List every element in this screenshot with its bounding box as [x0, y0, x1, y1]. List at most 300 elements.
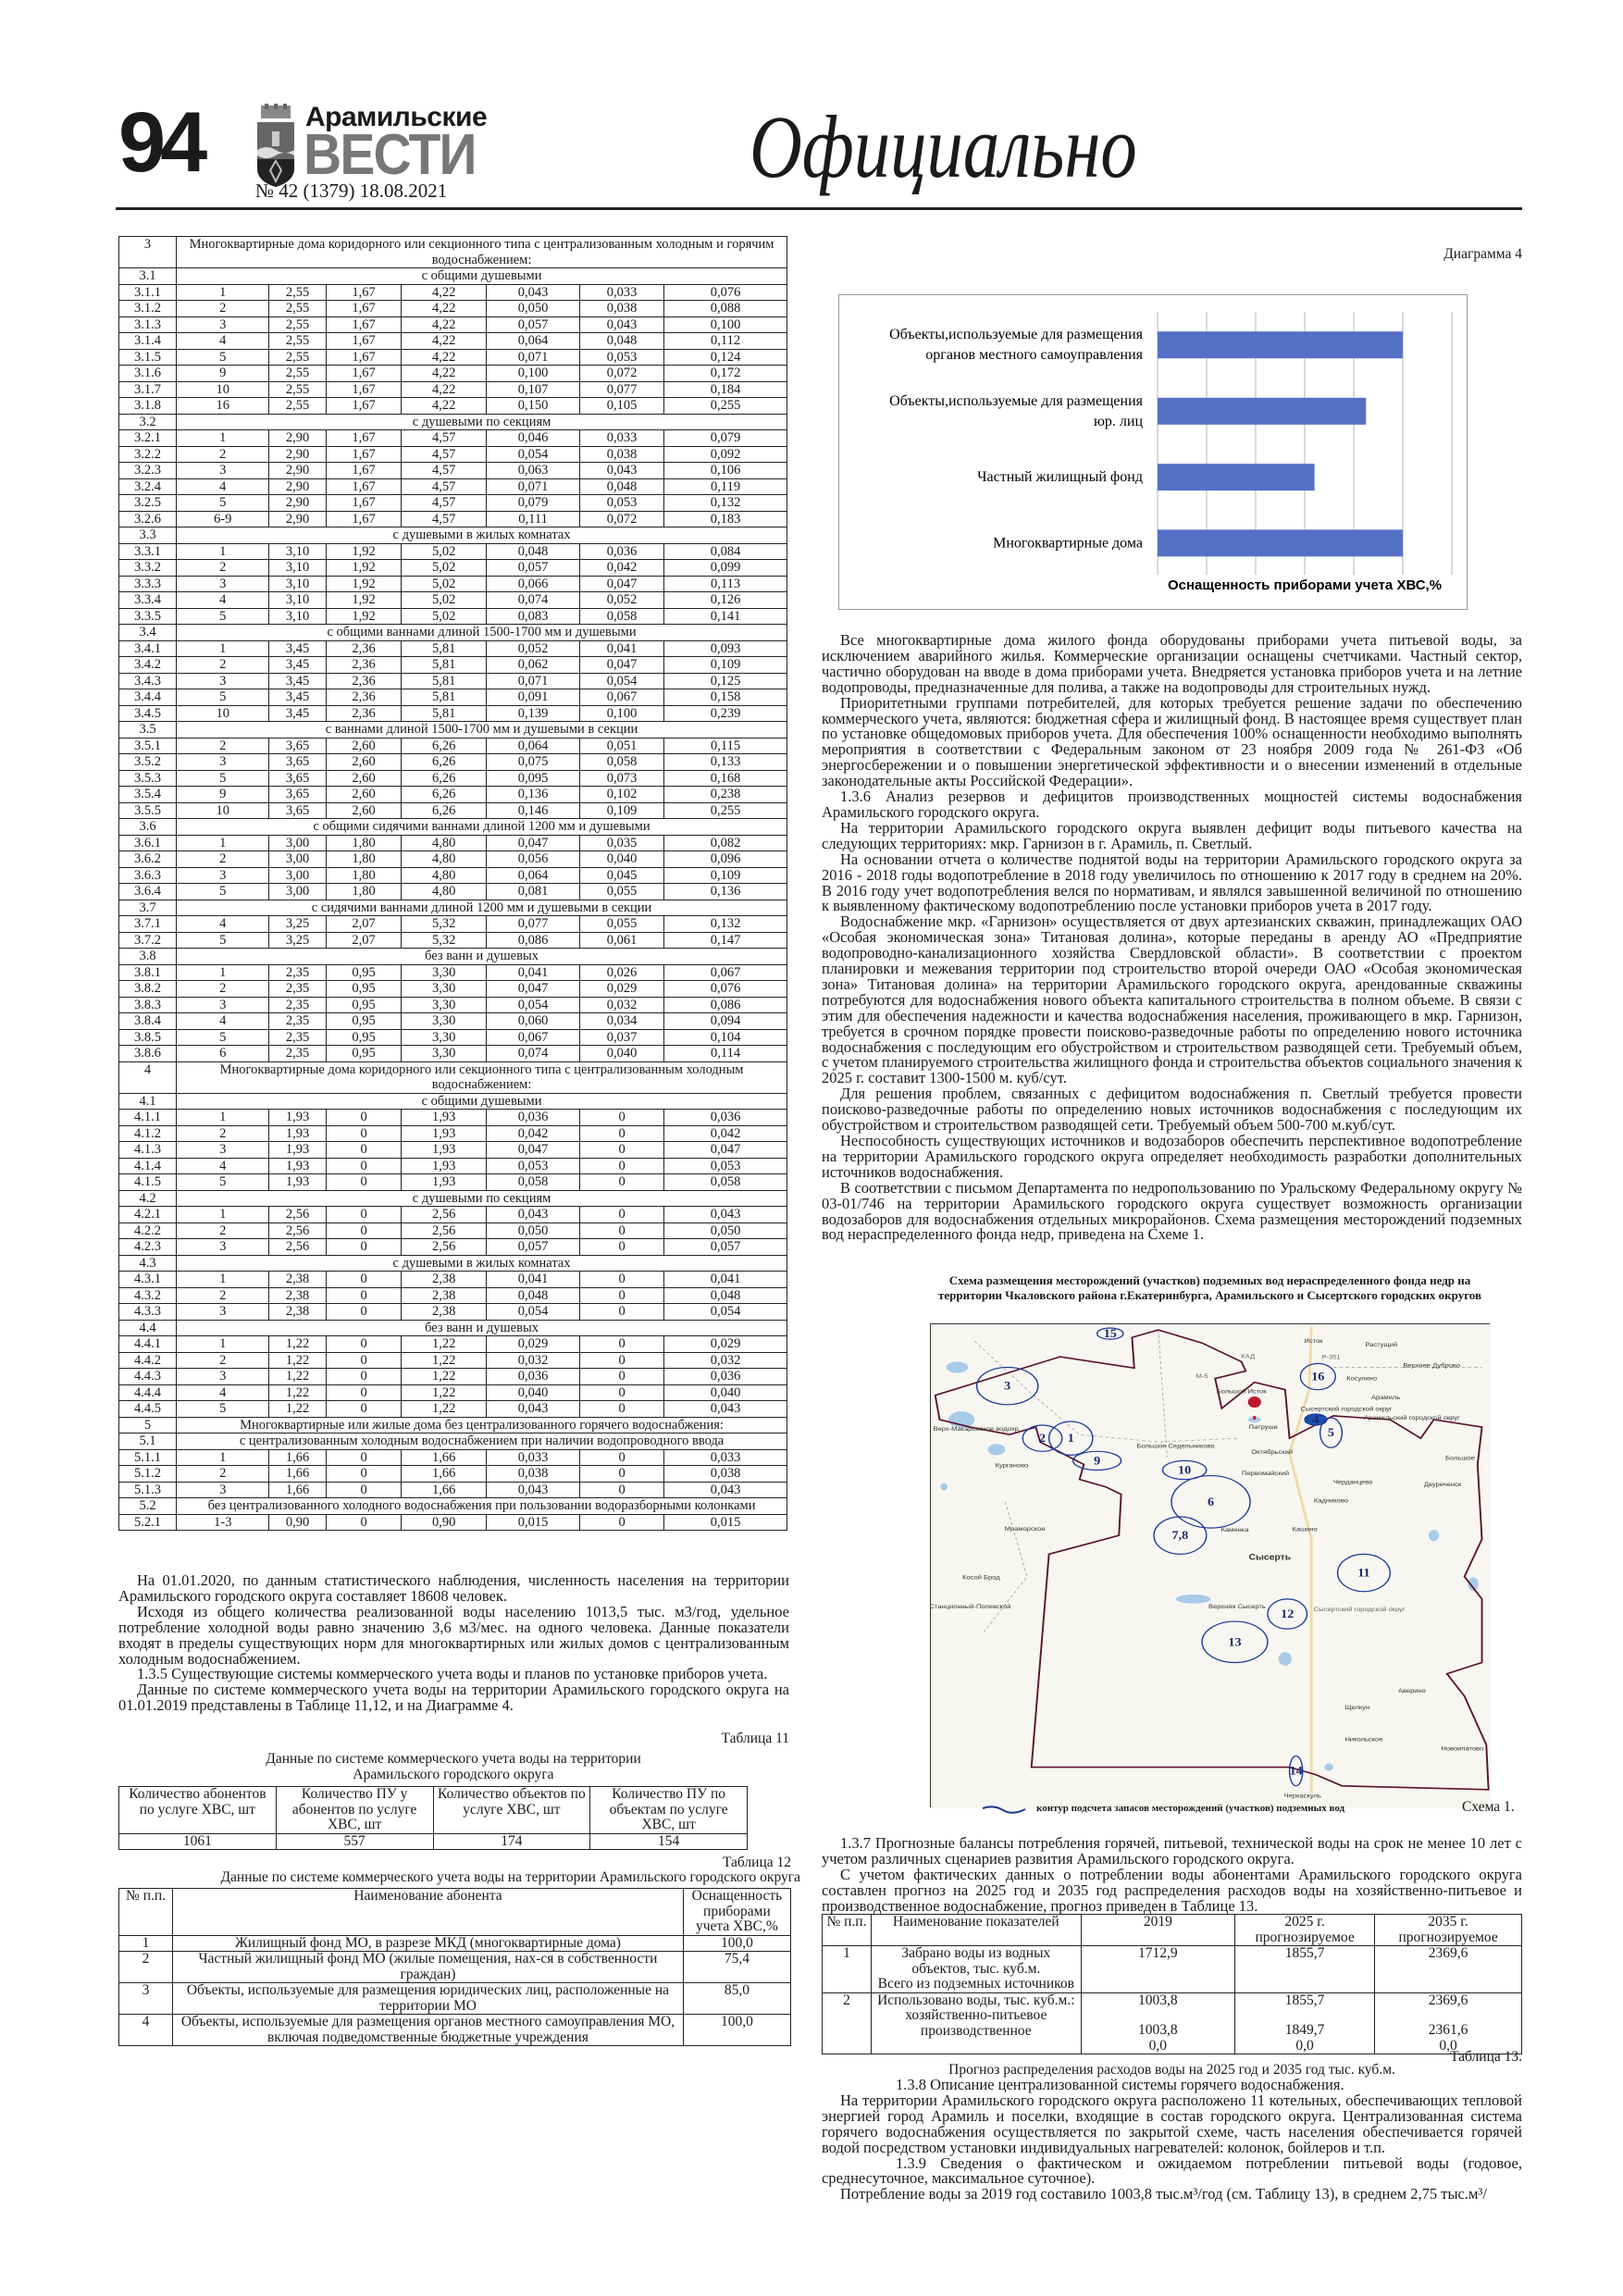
table-cell: 0,033: [664, 1449, 787, 1466]
table-cell: 1,93: [269, 1142, 326, 1159]
table-cell: 2,56: [269, 1222, 326, 1239]
table13-header-row: [823, 1915, 1522, 1946]
deposit-number: 1: [1067, 1432, 1074, 1445]
scheme-caption: Схема 1.: [1462, 1799, 1515, 1815]
table-cell: 4: [177, 333, 269, 350]
table-cell: 4.1.2: [119, 1125, 177, 1142]
table-cell: 0,042: [487, 1125, 580, 1142]
lake-shape: [940, 1483, 948, 1491]
table-cell: 0,105: [580, 398, 664, 415]
table-cell: 6-9: [177, 511, 269, 527]
table-cell: 0,071: [487, 478, 580, 495]
table12-cell: 85,0: [683, 1983, 790, 2015]
paragraph: 1.3.5 Существующие системы коммерческого учета воды и планов по установке приборов учета.: [137, 1665, 768, 1683]
table-cell: 4.1.5: [119, 1174, 177, 1191]
table-cell: 0: [326, 1514, 402, 1531]
issue-info: № 42 (1379) 18.08.2021: [255, 180, 448, 202]
table-cell: 3.6.2: [119, 851, 177, 868]
table-cell: 0,050: [664, 1222, 787, 1239]
table-cell: 0,109: [664, 657, 787, 674]
table-cell: 3: [177, 1239, 269, 1256]
section-title: с общими душевыми: [177, 1093, 787, 1110]
table-cell: 2,55: [269, 301, 326, 317]
table-cell: 0: [580, 1401, 664, 1418]
table-cell: 0,111: [487, 511, 580, 527]
table-cell: 0,034: [580, 1013, 664, 1030]
table-cell: 3.4.3: [119, 673, 177, 689]
category-label: Объекты,используемые для размещения органов местного самоуправления: [889, 327, 1143, 364]
table-cell: 0,036: [487, 1110, 580, 1126]
table-cell: 0: [580, 1449, 664, 1466]
table-cell: 5: [177, 1029, 269, 1046]
table-cell: 2: [177, 1222, 269, 1239]
table-cell: 4,22: [402, 381, 487, 398]
table-cell: 3,65: [269, 770, 326, 787]
table-row: [119, 1352, 787, 1369]
table-cell: 0: [326, 1336, 402, 1353]
paragraph: Приоритетными группами потребителей, для которых требуется решение задачи по обеспечению коммерческого учета, являются: бюджетная сфера и жилищный фонд. В настоящее время существует план по установке общедомовых приборов учета. Для обеспечения 100% оснащенности необходимо выполнять мероприятия в соответствии с Федеральным законом от 23 ноября 2009 года № 261-ФЗ «Об энергосбережении и о повышении энергетической эффективности и о внесении изменений в отдельные законодательные акты Российской Федерации».: [822, 693, 1522, 790]
table-cell: 5,02: [402, 592, 487, 609]
table-cell: 1,22: [269, 1352, 326, 1369]
deposit-number: 7,8: [1171, 1529, 1189, 1542]
table-row: [119, 884, 787, 900]
table13-cell-line: 0,0: [1439, 2037, 1457, 2054]
table-cell: 0,043: [487, 284, 580, 301]
table-cell: 0: [326, 1272, 402, 1288]
table-cell: 1,92: [326, 543, 402, 560]
table-cell: 5.1.2: [119, 1466, 177, 1483]
table13-cell-line: 1849,7: [1284, 2022, 1325, 2038]
table-cell: 0,95: [326, 964, 402, 981]
table-row: [119, 738, 787, 754]
table-cell: 0,043: [664, 1401, 787, 1418]
paragraph: Данные по системе коммерческого учета воды на территории Арамильского городского округа на 01.01.2019 представлены в Таблице 11,12, и на Диаграмме 4.: [118, 1681, 789, 1715]
table13: [822, 1914, 1522, 2054]
table-cell: 4: [177, 1013, 269, 1030]
table-row: [119, 1207, 787, 1223]
table-cell: 0,043: [664, 1482, 787, 1498]
table11-row: [119, 1833, 748, 1850]
table-cell: 1,66: [269, 1482, 326, 1498]
table-cell: 2,55: [269, 398, 326, 415]
table13-header: 2019: [1081, 1915, 1234, 1946]
table-cell: 0,255: [664, 398, 787, 415]
table-cell: 3,10: [269, 592, 326, 609]
table-cell: 4,57: [402, 430, 487, 447]
place-label: Курганово: [995, 1463, 1029, 1470]
table-cell: 2,36: [326, 689, 402, 706]
table-cell: 2,56: [269, 1239, 326, 1256]
table-row: [119, 381, 787, 398]
section-number: 3.2: [119, 414, 177, 430]
paragraph: Исходя из общего количества реализованной воды населению 1013,5 тыс. м3/год, удельное потребление холодной воды равно значению 3,6 м3/мес. на одного человека. Данные показатели входят в пределы существующих норм для многоквартирных или жилых домов с централизованным холодным водоснабжением.: [118, 1602, 789, 1668]
table-cell: 3,00: [269, 851, 326, 868]
table-cell: 0: [580, 1158, 664, 1174]
table-cell: 3,10: [269, 608, 326, 625]
table-cell: 4,22: [402, 366, 487, 382]
table-cell: 3.4.1: [119, 640, 177, 657]
table-cell: 1,92: [326, 576, 402, 592]
place-label: Сысертский городской округ: [1300, 1407, 1393, 1413]
table-cell: 0,90: [402, 1514, 487, 1531]
table-cell: 0,047: [487, 835, 580, 851]
table-cell: 0,051: [580, 738, 664, 754]
table-row: [119, 366, 787, 382]
table-cell: 6,26: [402, 802, 487, 819]
table-cell: 1,80: [326, 884, 402, 900]
table-cell: 0,063: [487, 463, 580, 479]
table-cell: 0,064: [487, 333, 580, 350]
table-cell: 0,064: [487, 738, 580, 754]
table-cell: 0,029: [487, 1336, 580, 1353]
table-cell: 4.2.3: [119, 1239, 177, 1256]
table-cell: 0,058: [580, 754, 664, 771]
table-cell: 3: [177, 1369, 269, 1385]
lake-shape: [1176, 1595, 1211, 1604]
table-cell: 5,02: [402, 543, 487, 560]
place-label: Р-351: [1321, 1354, 1341, 1361]
category-label: Объекты,используемые для размещения юр. лиц: [889, 392, 1143, 429]
table-cell: 0,146: [487, 802, 580, 819]
section-number: 5.2: [119, 1498, 177, 1515]
table-cell: 1,22: [269, 1384, 326, 1401]
table-cell: 3,25: [269, 932, 326, 949]
table-cell: 3.8.6: [119, 1046, 177, 1062]
table-cell: 4.2.2: [119, 1222, 177, 1239]
table-cell: 1,22: [402, 1384, 487, 1401]
table-cell: 3.4.5: [119, 705, 177, 722]
table-cell: 2,38: [402, 1287, 487, 1304]
lake-shape: [987, 1444, 1005, 1455]
table13-row: [823, 1946, 1522, 1993]
table-cell: 0: [580, 1207, 664, 1223]
table-cell: 3.4.2: [119, 657, 177, 674]
table-cell: 0,040: [487, 1384, 580, 1401]
deposit-number: 14: [1289, 1764, 1303, 1778]
table-cell: 2,55: [269, 381, 326, 398]
place-label: Станционный-Полевской: [931, 1604, 1011, 1610]
table-cell: 3,10: [269, 576, 326, 592]
table-cell: 0,106: [664, 463, 787, 479]
table-cell: 4,80: [402, 835, 487, 851]
table-cell: 0: [326, 1482, 402, 1498]
diagram-label: Диаграмма 4: [1443, 246, 1522, 262]
table-cell: 4.3.1: [119, 1272, 177, 1288]
table-cell: 1,93: [402, 1142, 487, 1159]
table13-caption: Прогноз распределения расходов воды на 2025 год и 2035 год тыс. куб.м.: [948, 2062, 1395, 2078]
table13-header: 2035 г. прогнозируемое: [1375, 1915, 1522, 1946]
table-cell: 1,22: [402, 1369, 487, 1385]
table-row: [119, 1401, 787, 1418]
table-cell: 0,048: [580, 478, 664, 495]
table-cell: 4.3.3: [119, 1304, 177, 1321]
table-cell: 3,65: [269, 787, 326, 803]
table-cell: 4: [177, 478, 269, 495]
table-cell: 3.5.5: [119, 802, 177, 819]
table-row: [119, 1272, 787, 1288]
table-cell: 1,93: [402, 1125, 487, 1142]
section-heading-139: 1.3.9 Сведения о фактическом и ожидаемом потреблении питьевой воды (годовое, среднесуточное, максимальное суточное).: [822, 2153, 1522, 2188]
table-cell: 0,076: [664, 284, 787, 301]
table12-header-row: [119, 1889, 791, 1936]
table-cell: 2,55: [269, 366, 326, 382]
table-cell: 0: [326, 1174, 402, 1191]
table-cell: 4: [177, 1384, 269, 1401]
section-number: 4.2: [119, 1190, 177, 1207]
table-cell: 2,90: [269, 430, 326, 447]
table-cell: 6,26: [402, 754, 487, 771]
table-cell: 1,66: [402, 1482, 487, 1498]
paragraph: Водоснабжение мкр. «Гарнизон» осуществляется от двух артезианских скважин, принадлежащих ОАО «Особая экономическая зона» Титановая долина», которые переданы в аренду АО «Предприятие водопроводно-канализационного хозяйства Свердловской области». В соответствии с проектом планировки и межевания территории под строительство второй очереди ОАО «Особая экономическая зона» Титановая долина» на территории Арамильского городского округа, арендованные скважины потребуются для водоснабжения нового объекта капитального строительства в полном объеме. В связи с этим для обеспечения надежности и качества водоснабжения населения, проживающего в мкр. Гарнизон, требуется в срочном порядке провести поисково-разведочные работы по определению нового источника водоснабжения с последующим его обустройством и строительством разводящей сети. Требуемый объем, с учетом планируемого строительства жилищного фонда и строительства объектов социального значения к 2025 г. составит 1300-1500 м. куб/сут.: [822, 912, 1522, 1087]
deposit-number: 16: [1311, 1370, 1325, 1384]
table-cell: 0,150: [487, 398, 580, 415]
table-cell: 1,66: [402, 1449, 487, 1466]
table-cell: 1,67: [326, 446, 402, 463]
table-cell: 2,90: [269, 511, 326, 527]
table11: [118, 1786, 748, 1850]
map-background: [931, 1324, 1491, 1808]
table-cell: 0,119: [664, 478, 787, 495]
table-cell: 4,22: [402, 349, 487, 366]
place-label: Мраморское: [1004, 1526, 1046, 1533]
table-row: [119, 463, 787, 479]
table-cell: 0,95: [326, 981, 402, 998]
table-cell: 0,132: [664, 916, 787, 933]
table-row: [119, 398, 787, 415]
table-cell: 1: [177, 640, 269, 657]
table-cell: 5,02: [402, 576, 487, 592]
table-cell: 0,047: [580, 576, 664, 592]
table-cell: 0,158: [664, 689, 787, 706]
table-cell: 2,38: [402, 1304, 487, 1321]
place-label: Никольское: [1344, 1736, 1383, 1744]
table13-cell-line: хозяйственно-питьевое: [905, 2007, 1047, 2023]
table-cell: 0,043: [487, 1401, 580, 1418]
table-cell: 0,091: [487, 689, 580, 706]
table-cell: 3.8.3: [119, 997, 177, 1013]
table13-header: № п.п.: [823, 1915, 872, 1946]
table-cell: 0,125: [664, 673, 787, 689]
section-title: с централизованным холодным водоснабжением при наличии водопроводного ввода: [177, 1433, 787, 1450]
table-cell: 3,65: [269, 738, 326, 754]
table-row: [119, 1449, 787, 1466]
table-cell: 0: [580, 1514, 664, 1531]
table12-cell: Объекты, используемые для размещения юридических лиц, расположенные на территории МО: [173, 1983, 684, 2015]
table-cell: 1,66: [269, 1466, 326, 1483]
table-cell: 0,038: [487, 1466, 580, 1483]
table11-header: Количество объектов по услуге ХВС, шт: [433, 1787, 590, 1834]
table-cell: 2,36: [326, 640, 402, 657]
table-cell: 1,93: [402, 1158, 487, 1174]
table-cell: 0: [326, 1369, 402, 1385]
table-cell: 4.1.4: [119, 1158, 177, 1174]
table-cell: 1,93: [269, 1158, 326, 1174]
table-cell: 0,055: [580, 916, 664, 933]
table-cell: 3,45: [269, 689, 326, 706]
place-label: Исток: [1304, 1338, 1323, 1346]
map-legend-text: контур подсчета запасов месторождений (участков) подземных вод: [1036, 1803, 1345, 1814]
table-section-row: [119, 1190, 787, 1207]
table-cell: 5: [177, 349, 269, 366]
table-cell: 2: [177, 981, 269, 998]
x-axis-title: Оснащенность приборами учета ХВС,%: [1167, 577, 1443, 593]
table-cell: 1,22: [269, 1401, 326, 1418]
table-cell: 3,65: [269, 754, 326, 771]
table-cell: 6,26: [402, 770, 487, 787]
table-cell: 4: [177, 592, 269, 609]
place-label: Большое: [1445, 1456, 1475, 1462]
place-label: Первомайский: [1242, 1471, 1290, 1477]
table-cell: 1,67: [326, 349, 402, 366]
section-title: с ваннами длиной 1500-1700 мм и душевыми в секции: [177, 722, 787, 738]
table12-header: Оснащенность приборами учета ХВС,%: [683, 1889, 790, 1936]
section-title: Многоквартирные дома коридорного или секционного типа с централизованным холодным и горячим водоснабжением:: [177, 237, 787, 268]
table-cell: 3,45: [269, 705, 326, 722]
table13-cell: [871, 1992, 1081, 2054]
table-row: [119, 1304, 787, 1321]
table12-cell: Частный жилищный фонд МО (жилые помещения, нах-ся в собственности граждан): [173, 1952, 684, 1983]
table-cell: 0,043: [487, 1207, 580, 1223]
section-title: с душевыми в жилых комнатах: [177, 1255, 787, 1272]
table-cell: 0,056: [487, 851, 580, 868]
table-row: [119, 997, 787, 1013]
table-cell: 0,079: [664, 430, 787, 447]
table-cell: 0,072: [580, 366, 664, 382]
table-cell: 5,02: [402, 560, 487, 577]
table12-cell: 2: [119, 1952, 173, 1983]
table-cell: 0,099: [664, 560, 787, 577]
section-number: 5.1: [119, 1433, 177, 1450]
table13-cell-line: 1712,9: [1138, 1945, 1178, 1961]
section-number: 4.3: [119, 1255, 177, 1272]
table-cell: 0,029: [580, 981, 664, 998]
table-cell: 0,073: [580, 770, 664, 787]
table-cell: 0,100: [664, 316, 787, 333]
table-cell: 3.2.3: [119, 463, 177, 479]
table-cell: 0: [580, 1384, 664, 1401]
table-cell: 3.1.3: [119, 316, 177, 333]
table-cell: 0: [326, 1142, 402, 1159]
table-row: [119, 349, 787, 366]
table-cell: 0,050: [487, 1222, 580, 1239]
deposit-number: 5: [1327, 1426, 1335, 1439]
map-title: Схема размещения месторождений (участков) подземных вод нераспределенного фонда недр на территории Чкаловского района г.Екатеринбурга, Арамильского и Сысертского городских округов: [938, 1273, 1481, 1302]
table-cell: 1,67: [326, 316, 402, 333]
table-row: [119, 608, 787, 625]
table-cell: 2,55: [269, 349, 326, 366]
brand-name-top: Арамильские: [305, 102, 488, 132]
section-title: с общими ваннами длиной 1500-1700 мм и душевыми: [177, 625, 787, 641]
table-cell: 4.4.4: [119, 1384, 177, 1401]
section-number: 4.4: [119, 1320, 177, 1336]
table-row: [119, 657, 787, 674]
table-cell: 0: [580, 1125, 664, 1142]
table-cell: 2,35: [269, 1013, 326, 1030]
table-cell: 3.3.4: [119, 592, 177, 609]
brand-name-main: ВЕСТИ: [304, 123, 476, 187]
table-cell: 4,80: [402, 867, 487, 884]
table11-label: Таблица 11: [721, 1731, 789, 1746]
table-cell: 3,65: [269, 802, 326, 819]
table-cell: 2: [177, 851, 269, 868]
bar: [1158, 398, 1366, 425]
table-cell: 0,071: [487, 673, 580, 689]
table-cell: 10: [177, 802, 269, 819]
table-cell: 3,45: [269, 657, 326, 674]
table-cell: 0,052: [487, 640, 580, 657]
section-number: 3.4: [119, 625, 177, 641]
section-number: 3.8: [119, 949, 177, 965]
place-label: Растущий: [1365, 1342, 1398, 1349]
table-cell: 0,037: [580, 1029, 664, 1046]
section-title: с душевыми в жилых комнатах: [177, 527, 787, 544]
table-cell: 2: [177, 560, 269, 577]
table-cell: 3.1.7: [119, 381, 177, 398]
table-cell: 1,67: [326, 381, 402, 398]
table-cell: 0,067: [487, 1029, 580, 1046]
table-cell: 0,036: [580, 543, 664, 560]
table-cell: 3,30: [402, 1013, 487, 1030]
page-number: 94: [118, 95, 203, 190]
table-cell: 0,255: [664, 802, 787, 819]
deposit-number: 13: [1228, 1635, 1242, 1649]
table-cell: 0,096: [664, 851, 787, 868]
table-cell: 1,80: [326, 851, 402, 868]
table-cell: 0,048: [487, 1287, 580, 1304]
table-cell: 2,60: [326, 802, 402, 819]
section-title: с сидячими ваннами длиной 1200 мм и душевыми в секции: [177, 900, 787, 916]
table13-cell-line: производственное: [920, 2022, 1032, 2039]
table-cell: 0: [580, 1110, 664, 1126]
table-cell: 3.2.6: [119, 511, 177, 527]
table-row: [119, 1369, 787, 1385]
table-cell: 0,054: [487, 997, 580, 1013]
table-cell: 1,67: [326, 366, 402, 382]
table-section-row: [119, 949, 787, 965]
paragraph: 1.3.7 Прогнозные балансы потребления горячей, питьевой, технической воды на срок не менее 10 лет с учетом различных сценариев развития Арамильского городского округа.: [822, 1834, 1522, 1868]
header-rule: [116, 207, 1522, 210]
table-cell: 3: [177, 1142, 269, 1159]
table-cell: 0,015: [487, 1514, 580, 1531]
table-cell: 0,040: [580, 851, 664, 868]
section-heading-138: 1.3.8 Описание централизованной системы горячего водоснабжения.: [896, 2076, 1344, 2093]
table-cell: 0,077: [580, 381, 664, 398]
table-cell: 0: [326, 1449, 402, 1466]
table-row: [119, 430, 787, 447]
final-text: [822, 2078, 1522, 2203]
table13-cell: [1081, 1992, 1234, 2054]
table-cell: 0,047: [487, 1142, 580, 1159]
table-cell: 0,058: [487, 1174, 580, 1191]
table-cell: 0: [580, 1174, 664, 1191]
deposit-number: 6: [1207, 1495, 1215, 1508]
table-section-row: [119, 1093, 787, 1110]
table13-cell-line: Всего из подземных источников: [877, 1976, 1074, 1992]
table-cell: 3: [177, 463, 269, 479]
table-cell: 0,015: [664, 1514, 787, 1531]
table13-cell-line: Забрано воды из водных объектов, тыс. куб.м.: [901, 1945, 1051, 1977]
table-cell: 0,094: [664, 1013, 787, 1030]
section-number: 3.1: [119, 268, 177, 285]
table-cell: 3,10: [269, 560, 326, 577]
table-cell: 2,38: [402, 1272, 487, 1288]
table-cell: 0,041: [664, 1272, 787, 1288]
table-cell: 0,032: [664, 1352, 787, 1369]
table-cell: 0,95: [326, 997, 402, 1013]
table-cell: 0,033: [487, 1449, 580, 1466]
table-cell: 0,139: [487, 705, 580, 722]
table-cell: 0,062: [487, 657, 580, 674]
